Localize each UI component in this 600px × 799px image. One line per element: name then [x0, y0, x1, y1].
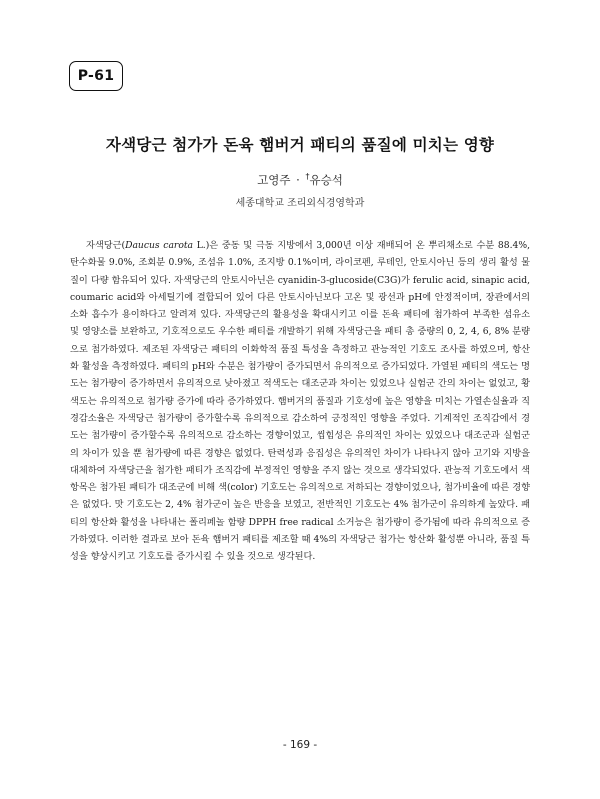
- author-second: 유승석: [309, 173, 343, 187]
- poster-id-badge: P-61: [69, 61, 123, 91]
- paper-title: 자색당근 첨가가 돈육 햄버거 패티의 품질에 미치는 영향: [105, 136, 495, 154]
- abstract-lead: 자색당근(: [86, 240, 126, 251]
- author-line: [0, 172, 600, 188]
- species-name: Daucus carota: [125, 240, 194, 251]
- abstract-text: L.)은 중동 및 극동 지방에서 3,000년 이상 재배되어 온 뿌리채소로 수분 88.4%, 탄수화물 9.0%, 조회분 0.9%, 조섬유 1.0%, 조지방 0.1%이며, 라이코펜, 루테인, 안토시아닌 등의 생리 활성 물질이 다량 함유되어 있다. 자색당근의 안토시아닌은 cyanidin-3-glucoside(C3G)가 ferulic acid, sinapic acid, coumaric acid와 아세틸기에 결합되어 있어 다른 안토시아닌보다 고온 및 광선과 pH에 안정적이며, 장관에서의 소화 흡수가 용이하다고 알려져 있다. 자색당근의 활용성을 확대시키고 이를 돈육 패티에 첨가하여 부족한 섬유소 및 영양소를 보완하고, 기호적으로도 우수한 패티를 개발하기 위해 자색당근을 패티 총 중량의 0, 2, 4, 6, 8% 분량으로 첨가하였다. 제조된 자색당근 패티의 이화학적 품질 특성을 측정하고 관능적인 기호도 조사를 하였으며, 항산화 활성을 측정하였다. 패티의 pH와 수분은 첨가량이 증가되면서 유의적으로 증가되었다. 가열된 패티의 색도는 명도는 첨가량이 증가하면서 유의적으로 낮아졌고 적색도는 대조군과 차이는 있었으나 실험군 간의 차이는 없었고, 황색도는 유의적으로 첨가량 증가에 따라 증가하였다. 햄버거의 품질과 기호성에 높은 영향을 미치는 가열손실율과 직경감소율은 자색당근 첨가량이 증가할수록 유의적으로 감소하여 긍정적인 영향을 주었다. 기계적인 조직감에서 경도는 첨가량이 증가할수록 유의적으로 감소하는 경향이었고, 씹힘성은 유의적인 차이는 있었으나 대조군과 실험군의 차이가 있을 뿐 첨가량에 따른 경향은 없었다. 탄력성과 응집성은 유의적인 차이가 나타나지 않아 고기와 지방을 대체하여 자색당근을 첨가한 패티가 조직감에 부정적인 영향을 주지 않는 것으로 생각되었다. 관능적 기호도에서 색 항목은 첨가된 패티가 대조군에 비해 색(color) 기호도는 유의적으로 저하되는 경향이었으나, 첨가비율에 따른 경향은 없었다. 맛 기호도는 2, 4% 첨가군이 높은 반응을 보였고, 전반적인 기호도는 4% 첨가군이 유의하게 높았다. 패티의 항산화 활성을 나타내는 폴리페놀 함량 DPPH free radical 소거능은 첨가량이 증가됨에 따라 유의적으로 증가하였다. 이러한 결과로 보아 돈육 햄버거 패티를 제조할 때 4%의 자색당근 첨가는 항산화 활성뿐 아니라, 품질 특성을 향상시키고 기호도를 증가시킬 수 있을 것으로 생각된다.: [70, 240, 530, 563]
- corresponding-author-mark: †: [305, 172, 310, 182]
- abstract-body: [70, 237, 530, 566]
- affiliation: 세종대학교 조리외식경영학과: [235, 198, 365, 209]
- page-number: - 169 -: [282, 739, 318, 751]
- author-first: 고영주: [257, 173, 291, 187]
- author-separator: ·: [296, 173, 300, 187]
